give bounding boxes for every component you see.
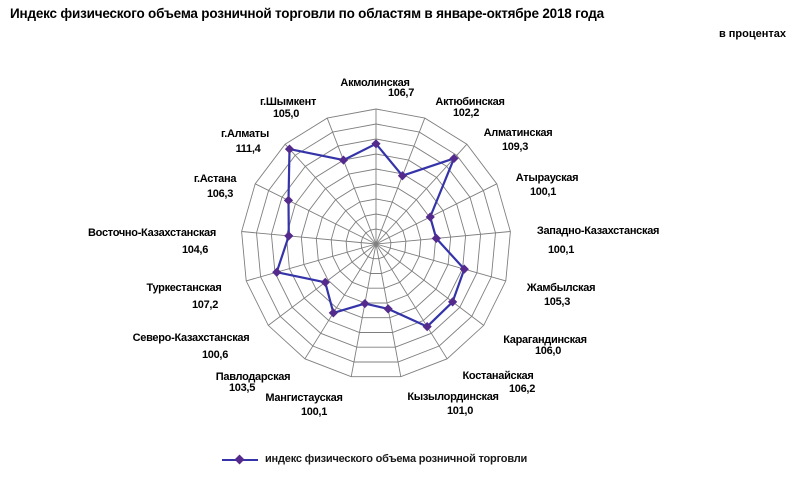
data-point-marker xyxy=(321,278,330,287)
category-label: г.Шымкент xyxy=(259,96,317,108)
chart-title: Индекс физического объема розничной торговли по областям в январе-октябре 2018 года xyxy=(10,6,604,21)
category-value: 105,0 xyxy=(272,108,300,120)
category-label: Восточно-Казахстанская xyxy=(88,227,216,239)
data-point-marker xyxy=(329,308,338,317)
category-label: Алматинская xyxy=(483,127,553,139)
category-label: Мангистауская xyxy=(265,392,343,404)
data-point-marker xyxy=(284,196,293,205)
category-value: 102,2 xyxy=(452,107,480,119)
data-point-marker xyxy=(272,268,281,277)
data-point-marker xyxy=(384,304,393,313)
category-label: Актюбинская xyxy=(435,96,505,108)
legend-diamond-icon xyxy=(235,454,245,464)
legend-label: индекс физического объема розничной торговли xyxy=(265,453,528,465)
category-label: Атырауская xyxy=(515,172,579,184)
legend-series-symbol xyxy=(222,455,258,464)
category-label: Жамбылская xyxy=(526,282,596,294)
category-value: 111,4 xyxy=(235,143,261,155)
category-value: 100,1 xyxy=(529,186,557,198)
category-value: 100,6 xyxy=(201,349,229,361)
category-label: Северо-Казахстанская xyxy=(132,332,250,344)
category-label: Кызылординская xyxy=(407,391,499,403)
data-point-marker xyxy=(284,231,293,240)
category-value: 106,2 xyxy=(508,383,536,395)
category-label: Павлодарская xyxy=(215,371,291,383)
category-label: Карагандинская xyxy=(503,334,587,346)
category-value: 103,5 xyxy=(228,382,256,394)
category-value: 106,7 xyxy=(387,87,415,99)
category-value: 106,0 xyxy=(534,345,562,357)
data-point-marker xyxy=(339,155,348,164)
legend xyxy=(222,451,527,467)
category-value: 100,1 xyxy=(300,406,328,418)
category-value: 100,1 xyxy=(547,244,575,256)
category-value: 101,0 xyxy=(446,405,474,417)
radar-grid xyxy=(242,109,511,377)
category-label: Акмолинская xyxy=(340,77,410,89)
category-value: 106,3 xyxy=(206,188,234,200)
category-value: 104,6 xyxy=(181,244,209,256)
units-note: в процентах xyxy=(718,28,786,40)
data-point-marker xyxy=(360,299,369,308)
category-label: Туркестанская xyxy=(146,282,222,294)
category-label: г.Алматы xyxy=(221,128,269,140)
category-value: 107,2 xyxy=(191,299,219,311)
category-value: 109,3 xyxy=(501,141,529,153)
category-label: Западно-Казахстанская xyxy=(536,225,660,237)
category-value: 105,3 xyxy=(543,296,571,308)
category-label: Костанайская xyxy=(462,370,534,382)
category-label: г.Астана xyxy=(193,173,237,185)
